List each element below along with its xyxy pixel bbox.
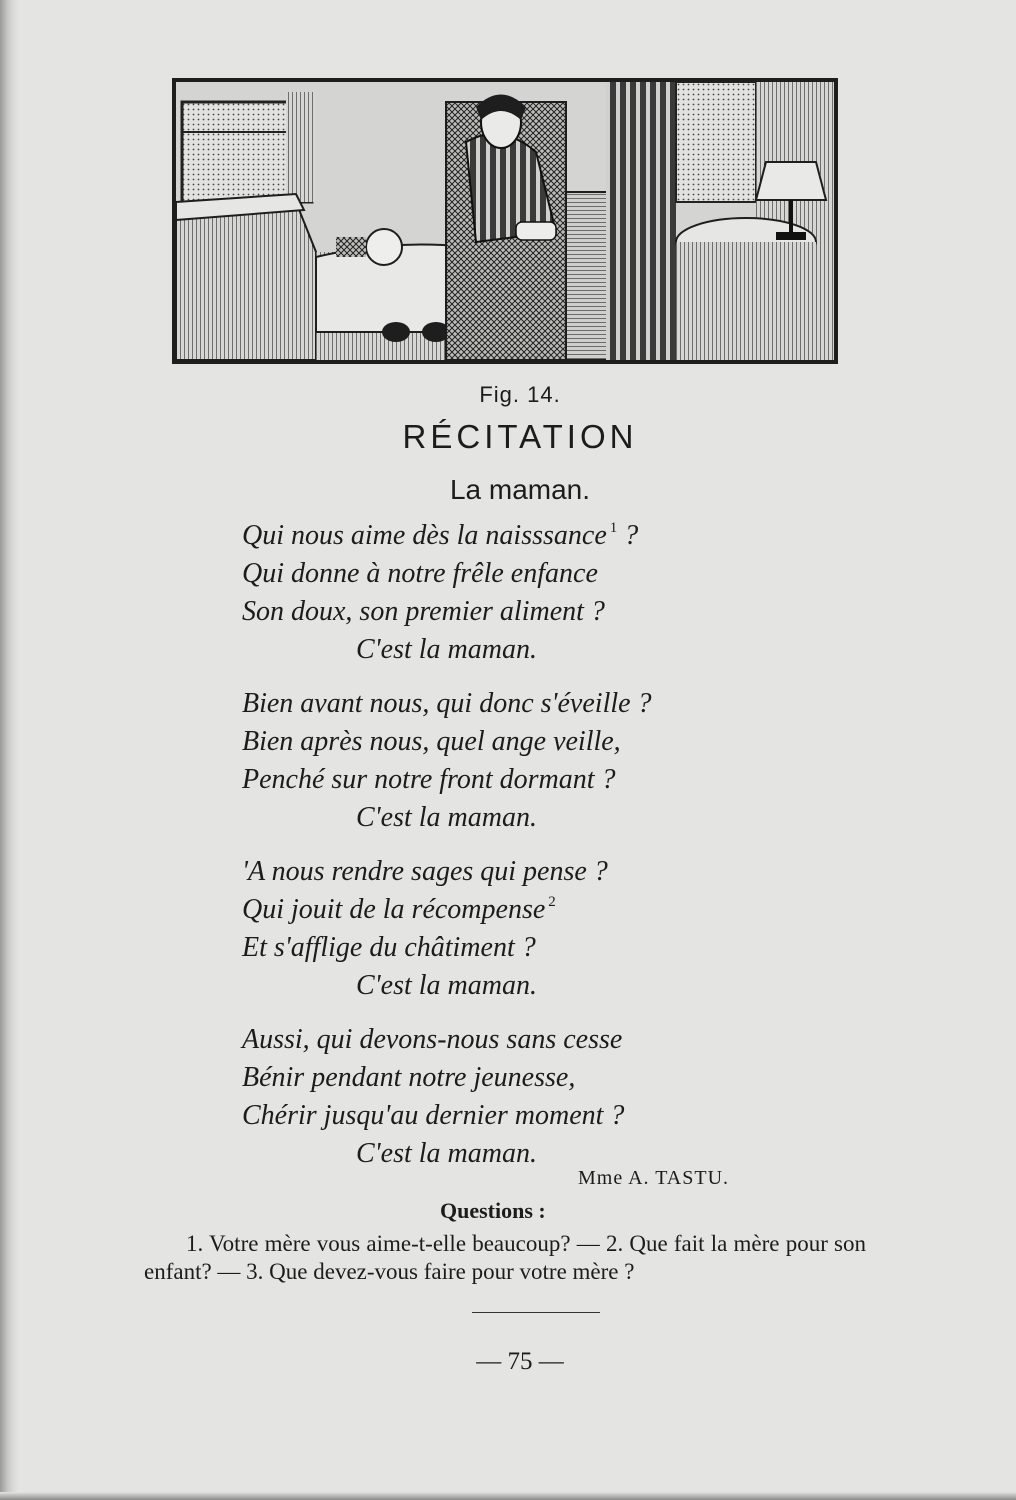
page-number: — 75 —	[476, 1348, 564, 1375]
illustration-mother-and-baby	[172, 78, 838, 364]
poem-refrain: C'est la maman.	[356, 970, 537, 1001]
section-heading: RÉCITATION	[402, 418, 638, 455]
poem-line: 'A nous rendre sages qui pense ?	[242, 856, 608, 887]
poem-line: Qui nous aime dès la naisssance $^1$ ?	[242, 520, 639, 551]
stanza-3	[242, 853, 802, 1005]
poem-line: Bien après nous, quel ange veille,	[242, 726, 621, 757]
questions-text: 1. Votre mère vous aime-t-elle beaucoup? — 2. Que fait la mère pour son enfant? — 3. Que devez-vous faire pour votre mère ?	[144, 1231, 866, 1284]
poem-refrain: C'est la maman.	[356, 1138, 537, 1169]
poem-line: Et s'afflige du châtiment ?	[242, 932, 536, 963]
poem-line: Qui donne à notre frêle enfance	[242, 558, 598, 589]
poem-line: Bénir pendant notre jeunesse,	[242, 1062, 576, 1093]
poem-line: Chérir jusqu'au dernier moment ?	[242, 1100, 625, 1131]
poem-line: Aussi, qui devons-nous sans cesse	[242, 1024, 623, 1055]
stanza-2	[242, 685, 802, 837]
page-binding-edge	[0, 0, 20, 1500]
separator-rule	[472, 1312, 600, 1313]
poem-line: Qui jouit de la récompense $^2$	[242, 894, 556, 925]
poem-author: Mme A. TASTU.	[578, 1167, 730, 1189]
poem-refrain: C'est la maman.	[356, 802, 537, 833]
poem-line: Son doux, son premier aliment ?	[242, 596, 605, 627]
stanza-1	[242, 517, 802, 669]
poem-title: La maman.	[449, 474, 591, 505]
footnote-mark: 2	[548, 894, 556, 910]
figure-caption: Fig. 14.	[479, 382, 561, 407]
stanza-4	[242, 1021, 802, 1173]
poem-line: Bien avant nous, qui donc s'éveille ?	[242, 688, 652, 719]
footnote-mark: 1	[609, 520, 618, 536]
poem	[242, 517, 802, 1189]
poem-refrain: C'est la maman.	[356, 634, 537, 665]
questions-title: Questions :	[440, 1198, 546, 1223]
poem-line: Penché sur notre front dormant ?	[242, 764, 616, 795]
page-bottom-edge	[0, 1492, 1016, 1500]
